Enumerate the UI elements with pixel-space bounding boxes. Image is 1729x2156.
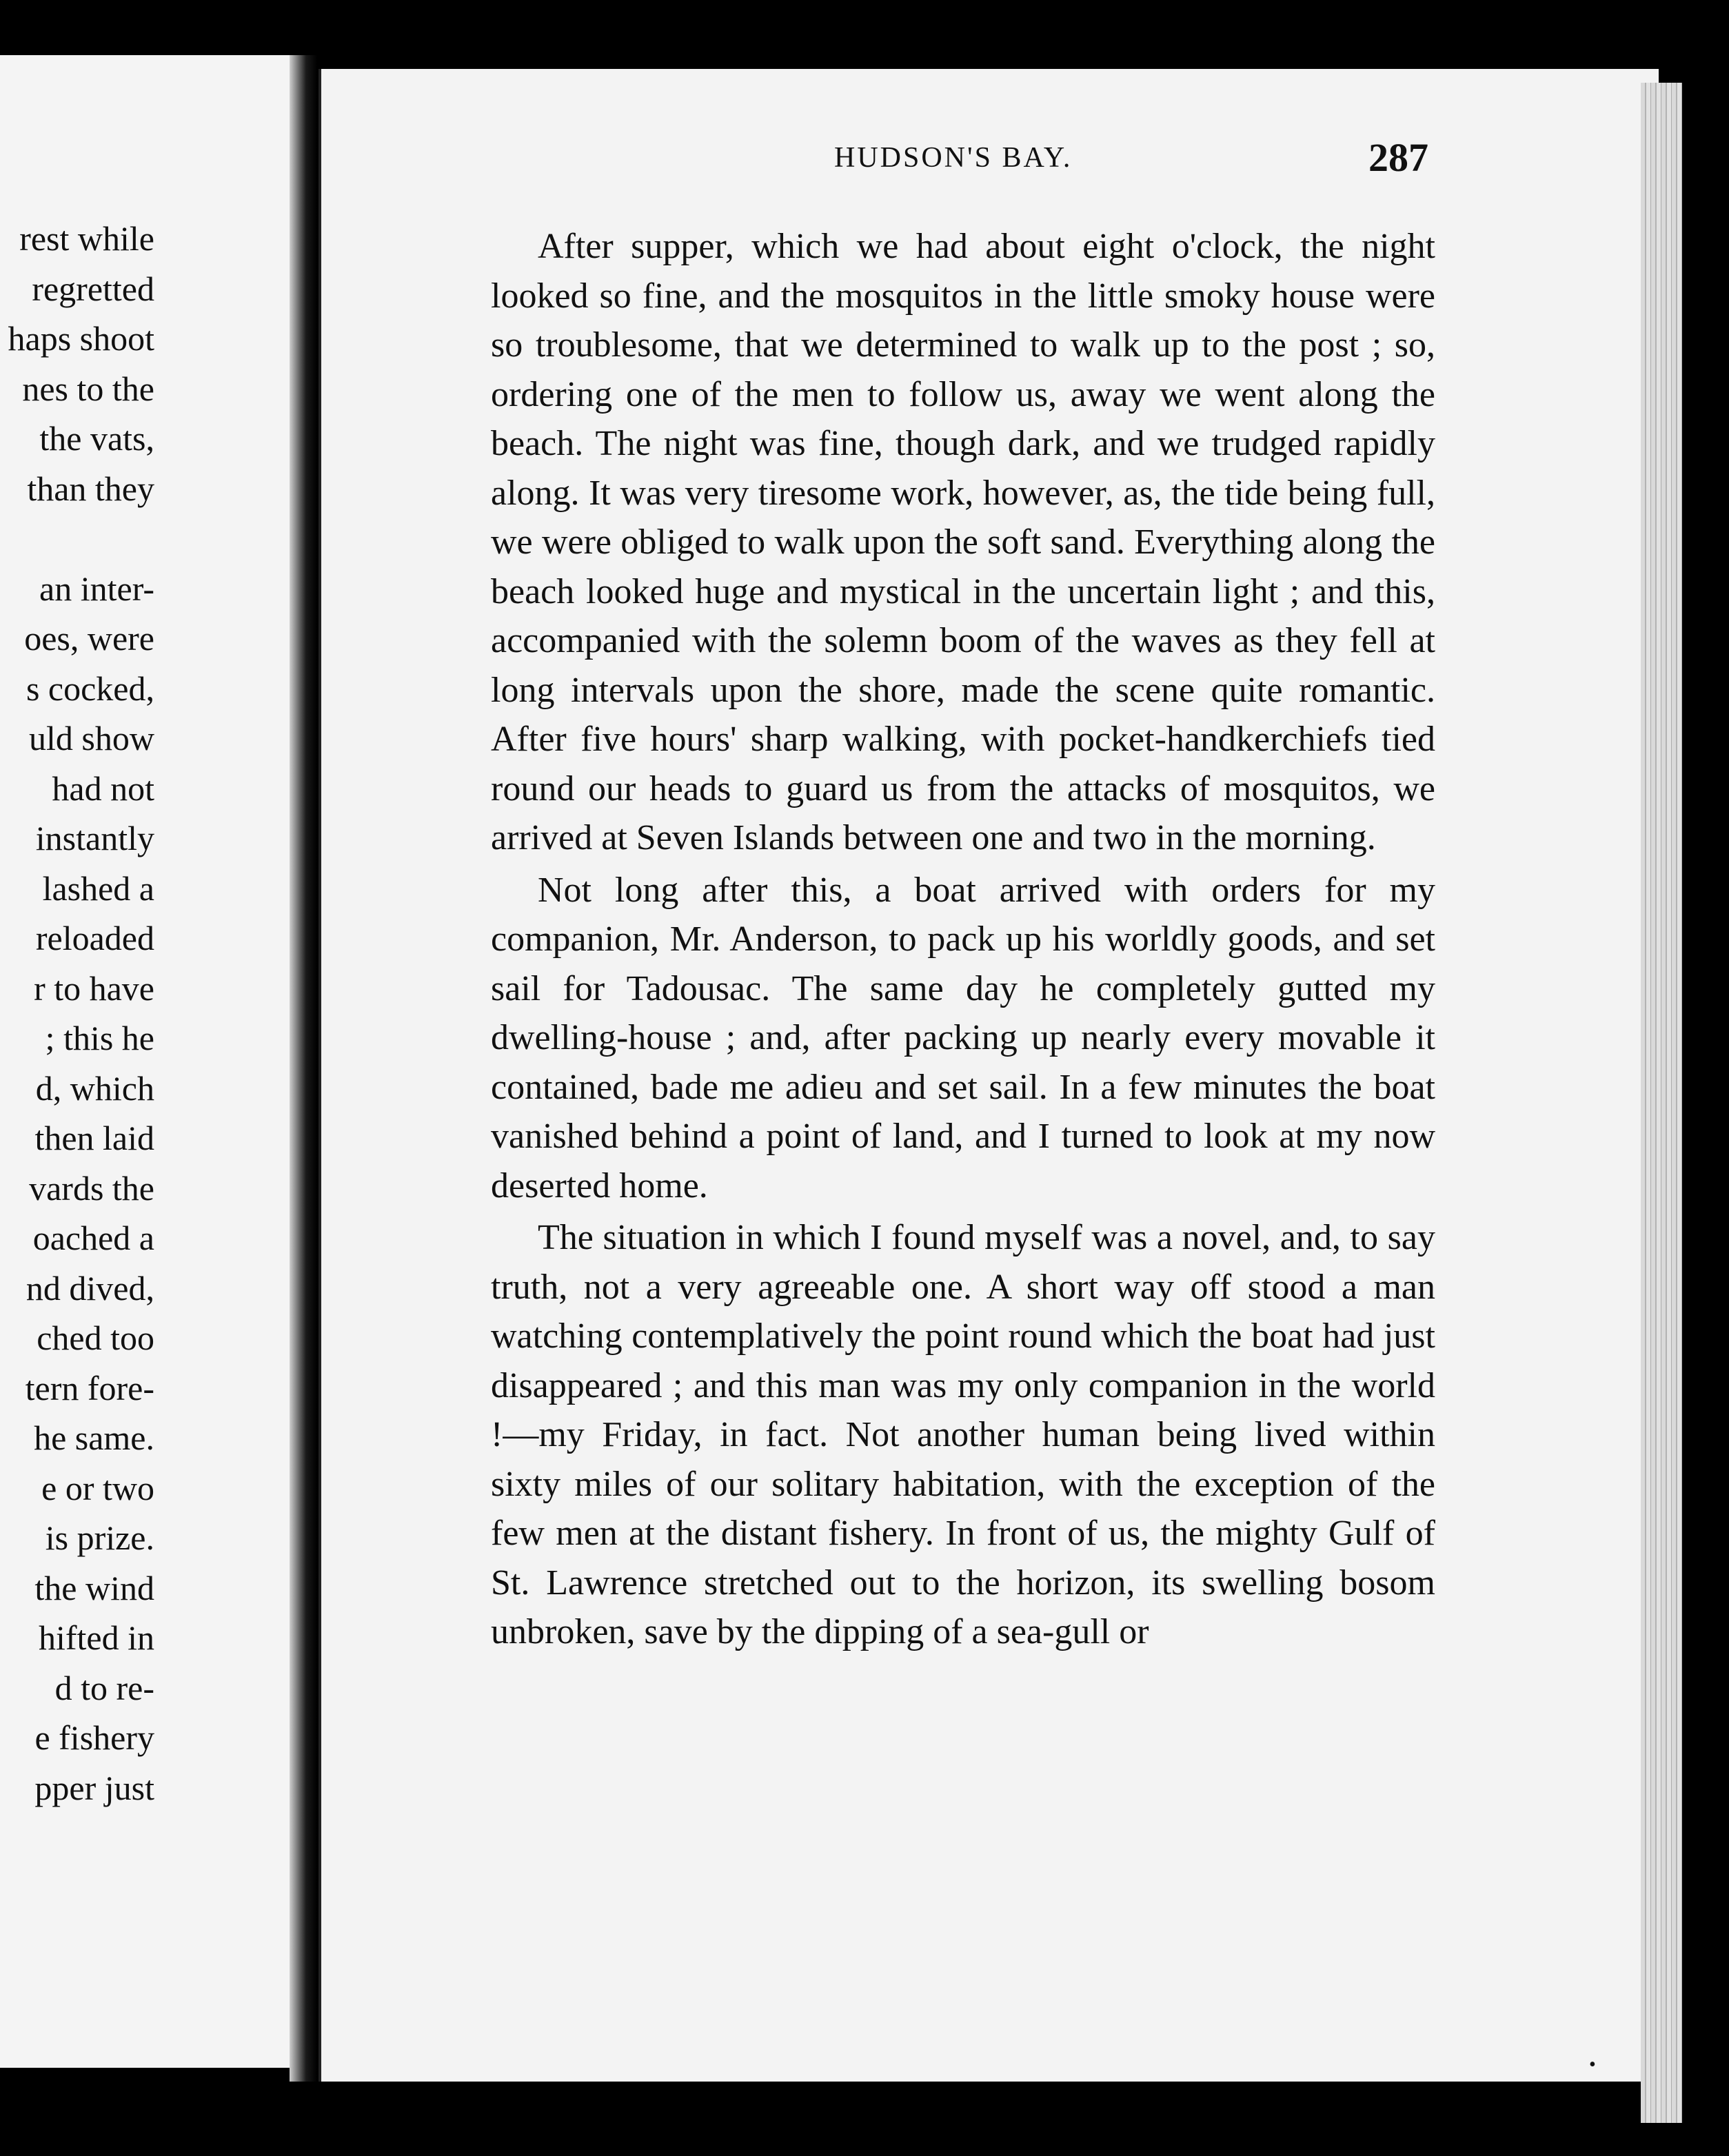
left-line: the wind xyxy=(34,1568,154,1607)
paragraph: The situation in which I found myself was a novel, and, to say truth, not a very agreeable one. A short way off stood a man watching contemplatively the point round which the boat had just disappeared ; and this man was my only companion in the world !—my Friday, in fact. Not another human being lived within sixty miles of our solitary habitation, with the exception of the few men at the distant fishery. In front of us, the mighty Gulf of St. Lawrence stretched out to the horizon, its swelling bosom unbroken, save by the dipping of a sea-gull or xyxy=(491,1218,1435,1651)
left-line: s cocked, xyxy=(26,669,154,708)
left-line: is prize. xyxy=(45,1518,154,1557)
left-page-text xyxy=(0,214,154,1813)
left-facing-page xyxy=(0,55,290,2068)
left-line: hifted in xyxy=(38,1618,154,1657)
left-line: tern fore- xyxy=(25,1368,154,1407)
left-line: ; this he xyxy=(45,1019,154,1057)
left-line: oes, were xyxy=(24,619,154,658)
left-line: reloaded xyxy=(35,919,154,957)
left-line: instantly xyxy=(35,819,154,857)
left-line: d, which xyxy=(35,1068,154,1108)
paragraph: After supper, which we had about eight o'clock, the night looked so fine, and the mosquitos in the little smoky house were so troublesome, that we determined to walk up to the post ; so, ordering one of the men to follow us, away we went along the beach. The night was fine, though dark, and we trudged rapidly along. It was very tiresome work, however, as, the tide being full, we were obliged to walk upon the soft sand. Everything along the beach looked huge and mystical in the uncertain light ; and this, accompanied with the solemn boom of the waves as they fell at long intervals upon the shore, made the scene quite romantic. After five hours' sharp walking, with pocket-handkerchiefs tied round our heads to guard us from the attacks of mosquitos, we arrived at Seven Islands between one and two in the morning. xyxy=(491,227,1435,857)
left-line: d to re- xyxy=(54,1668,154,1707)
left-line: had not xyxy=(52,769,154,808)
left-line: an inter- xyxy=(39,569,154,608)
left-line xyxy=(0,513,154,564)
page-body xyxy=(491,222,1435,1657)
page-number: 287 xyxy=(1368,135,1428,180)
left-line: rest while xyxy=(19,219,154,258)
left-line: uld show xyxy=(29,719,154,757)
left-line: e or two xyxy=(41,1468,154,1507)
scan-speck-mark: • xyxy=(1589,2054,1596,2075)
left-line: the vats, xyxy=(39,419,154,458)
left-line: e fishery xyxy=(34,1718,154,1757)
book-gutter xyxy=(290,55,317,2082)
left-line: than they xyxy=(27,469,154,508)
left-line: oached a xyxy=(32,1219,154,1257)
left-line: haps shoot xyxy=(8,319,154,358)
running-head: HUDSON'S BAY. xyxy=(834,142,1073,174)
left-line: vards the xyxy=(29,1168,154,1208)
left-line: regretted xyxy=(32,269,154,308)
left-line: then laid xyxy=(34,1119,154,1157)
left-line: pper just xyxy=(34,1768,154,1807)
left-line: r to have xyxy=(34,968,154,1008)
left-line: nd dived, xyxy=(26,1268,154,1308)
left-line: nes to the xyxy=(22,369,154,408)
left-line: ched too xyxy=(37,1319,154,1357)
left-line: he same. xyxy=(34,1418,154,1457)
paragraph: Not long after this, a boat arrived with orders for my companion, Mr. Anderson, to pack up his worldly goods, and set sail for Tadousac. The same day he completely gutted my dwelling-house ; and, after packing up nearly every movable it contained, bade me adieu and set sail. In a few minutes the boat vanished behind a point of land, and I turned to look at my now deserted home. xyxy=(491,870,1435,1206)
left-line: lashed a xyxy=(42,868,154,908)
page-edges xyxy=(1641,83,1682,2123)
